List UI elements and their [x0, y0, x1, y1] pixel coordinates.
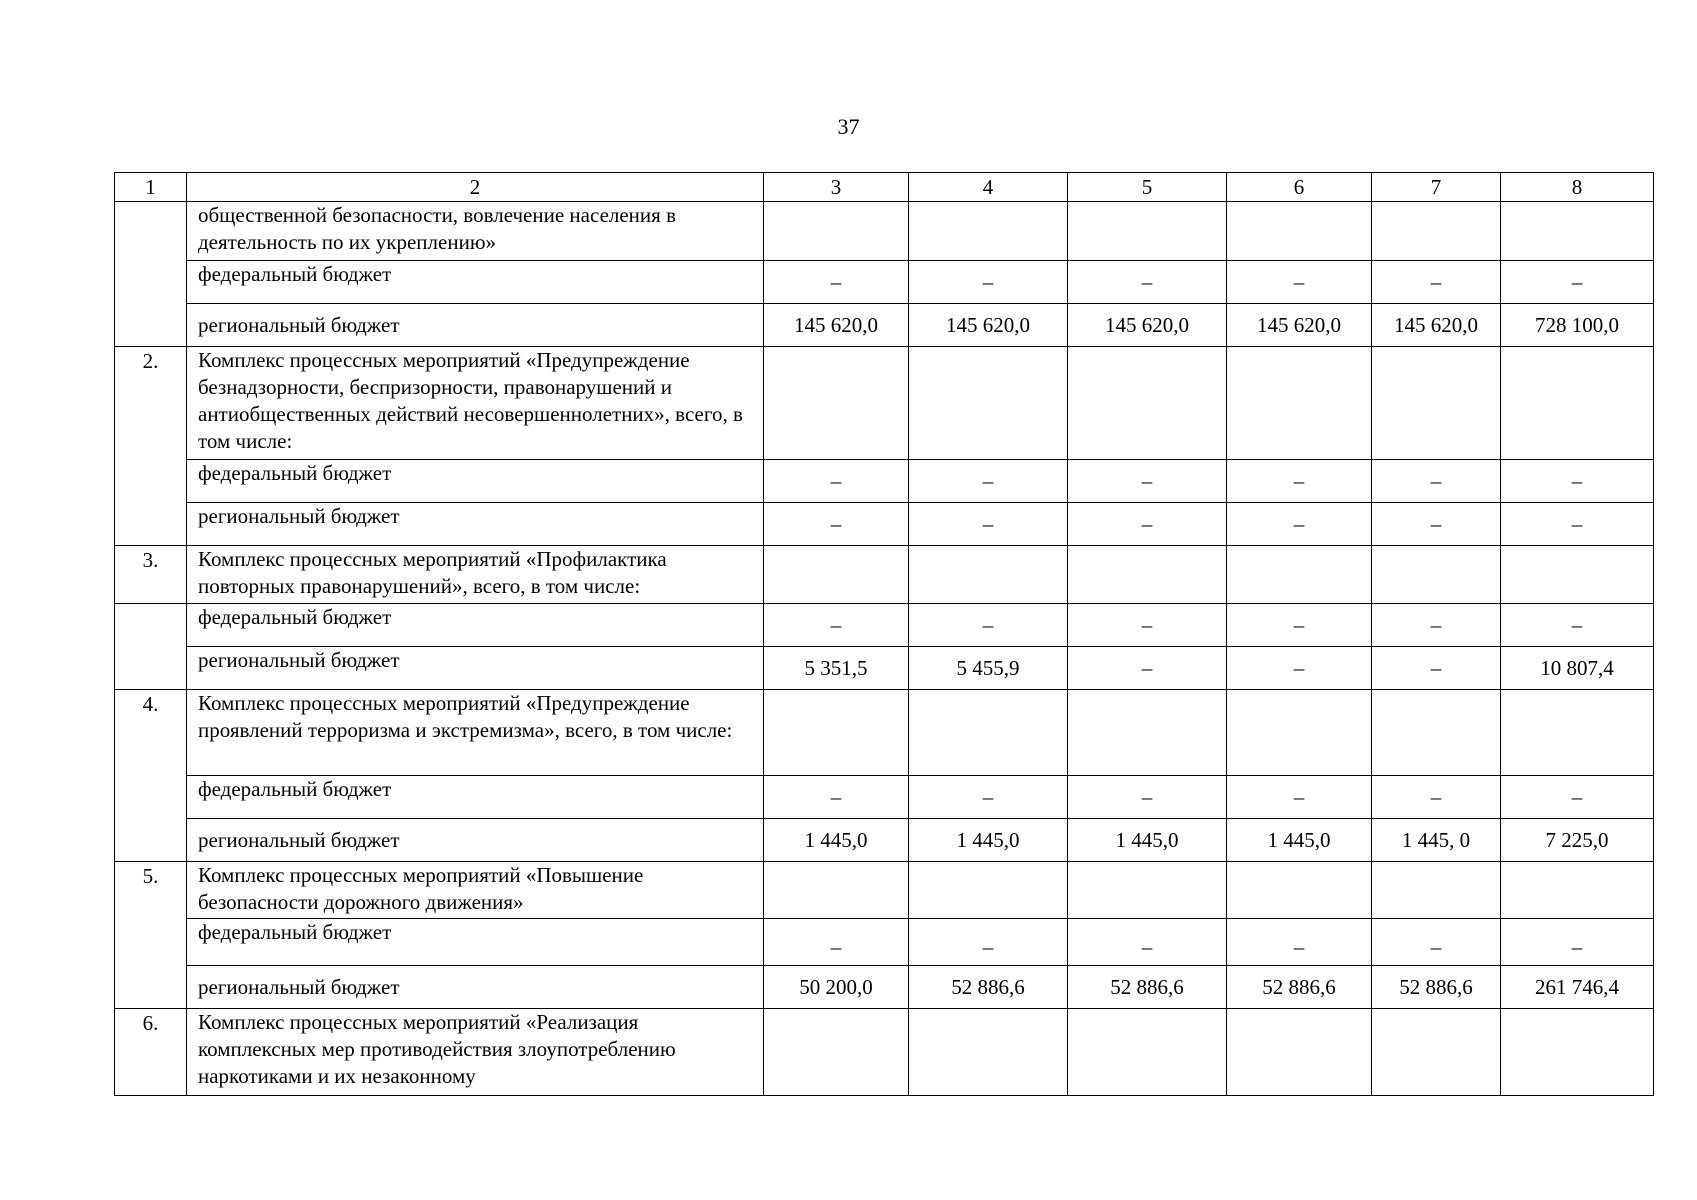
header-cell: 2	[187, 173, 764, 202]
budget-source-label: региональный бюджет	[187, 503, 764, 546]
value-cell: 52 886,6	[909, 966, 1068, 1009]
empty-cell	[764, 347, 909, 460]
value-cell: –	[1068, 261, 1227, 304]
value-cell: –	[1068, 503, 1227, 546]
value-cell: 1 445,0	[764, 819, 909, 862]
empty-cell	[764, 862, 909, 919]
empty-cell	[1372, 690, 1501, 776]
value-cell: 145 620,0	[909, 304, 1068, 347]
value-cell: –	[1372, 647, 1501, 690]
empty-cell	[1068, 1009, 1227, 1096]
value-cell: –	[909, 460, 1068, 503]
section-title: Комплекс процессных мероприятий «Профилактика повторных правонарушений», всего, в том числе:	[187, 546, 764, 604]
empty-cell	[1227, 690, 1372, 776]
value-cell: –	[764, 604, 909, 647]
value-cell: 145 620,0	[1372, 304, 1501, 347]
empty-cell	[1372, 202, 1501, 261]
empty-cell	[764, 546, 909, 604]
empty-cell	[1227, 862, 1372, 919]
budget-table	[114, 172, 1654, 1096]
section-title: Комплекс процессных мероприятий «Реализация комплексных мер противодействия злоупотреблению наркотиками и их незаконному	[187, 1009, 764, 1096]
section-number	[115, 202, 187, 347]
section-number: 6.	[115, 1009, 187, 1096]
empty-cell	[1372, 1009, 1501, 1096]
empty-cell	[1227, 546, 1372, 604]
empty-cell	[1372, 546, 1501, 604]
value-cell: –	[1372, 919, 1501, 966]
value-cell: –	[1227, 604, 1372, 647]
page-number: 37	[837, 114, 860, 139]
section-title-row	[115, 862, 1654, 919]
empty-cell	[1372, 862, 1501, 919]
value-cell: 728 100,0	[1501, 304, 1654, 347]
value-cell: 5 351,5	[764, 647, 909, 690]
budget-row	[115, 604, 1654, 647]
empty-cell	[909, 347, 1068, 460]
empty-cell	[1068, 202, 1227, 261]
value-cell: –	[1501, 503, 1654, 546]
value-cell: –	[909, 919, 1068, 966]
budget-source-label: федеральный бюджет	[187, 919, 764, 966]
value-cell: –	[1227, 261, 1372, 304]
empty-cell	[909, 202, 1068, 261]
value-cell: 5 455,9	[909, 647, 1068, 690]
empty-cell	[909, 1009, 1068, 1096]
value-cell: –	[1501, 604, 1654, 647]
value-cell: –	[1227, 503, 1372, 546]
empty-cell	[1501, 1009, 1654, 1096]
value-cell: 10 807,4	[1501, 647, 1654, 690]
section-title-row	[115, 347, 1654, 460]
value-cell: –	[764, 776, 909, 819]
budget-row	[115, 647, 1654, 690]
empty-cell	[115, 604, 187, 690]
header-cell: 3	[764, 173, 909, 202]
header-cell: 7	[1372, 173, 1501, 202]
value-cell: –	[1068, 919, 1227, 966]
value-cell: 1 445,0	[1068, 819, 1227, 862]
budget-source-label: региональный бюджет	[187, 304, 764, 347]
value-cell: 52 886,6	[1372, 966, 1501, 1009]
section-title-row	[115, 546, 1654, 604]
value-cell: 52 886,6	[1068, 966, 1227, 1009]
value-cell: –	[1068, 460, 1227, 503]
budget-row	[115, 460, 1654, 503]
empty-cell	[764, 690, 909, 776]
empty-cell	[1501, 690, 1654, 776]
empty-cell	[1068, 862, 1227, 919]
value-cell: –	[1227, 919, 1372, 966]
section-title-row	[115, 202, 1654, 261]
budget-row	[115, 261, 1654, 304]
value-cell: –	[1068, 647, 1227, 690]
empty-cell	[1501, 546, 1654, 604]
budget-row	[115, 819, 1654, 862]
value-cell: –	[1372, 776, 1501, 819]
value-cell: 52 886,6	[1227, 966, 1372, 1009]
empty-cell	[1501, 202, 1654, 261]
empty-cell	[1227, 202, 1372, 261]
value-cell: 7 225,0	[1501, 819, 1654, 862]
header-cell: 4	[909, 173, 1068, 202]
empty-cell	[1068, 690, 1227, 776]
value-cell: –	[1501, 460, 1654, 503]
budget-row	[115, 503, 1654, 546]
header-cell: 5	[1068, 173, 1227, 202]
value-cell: –	[764, 503, 909, 546]
value-cell: –	[1501, 919, 1654, 966]
budget-source-label: федеральный бюджет	[187, 776, 764, 819]
section-title: Комплекс процессных мероприятий «Предупреждение безнадзорности, беспризорности, правонарушений и антиобщественных действий несовершеннолетних», всего, в том числе:	[187, 347, 764, 460]
value-cell: 50 200,0	[764, 966, 909, 1009]
value-cell: –	[1227, 776, 1372, 819]
value-cell: –	[1068, 604, 1227, 647]
value-cell: 261 746,4	[1501, 966, 1654, 1009]
value-cell: –	[1227, 460, 1372, 503]
section-title-row	[115, 690, 1654, 776]
budget-row	[115, 776, 1654, 819]
value-cell: –	[1372, 604, 1501, 647]
header-row	[115, 173, 1654, 202]
value-cell: –	[1372, 261, 1501, 304]
empty-cell	[1068, 347, 1227, 460]
header-cell: 6	[1227, 173, 1372, 202]
section-title: Комплекс процессных мероприятий «Повышение безопасности дорожного движения»	[187, 862, 764, 919]
empty-cell	[1501, 347, 1654, 460]
empty-cell	[1227, 347, 1372, 460]
empty-cell	[1068, 546, 1227, 604]
value-cell: –	[909, 261, 1068, 304]
value-cell: –	[1068, 776, 1227, 819]
value-cell: 145 620,0	[764, 304, 909, 347]
section-title: общественной безопасности, вовлечение населения в деятельность по их укреплению»	[187, 202, 764, 261]
value-cell: –	[1372, 460, 1501, 503]
empty-cell	[1501, 862, 1654, 919]
empty-cell	[764, 202, 909, 261]
value-cell: –	[909, 776, 1068, 819]
value-cell: 145 620,0	[1068, 304, 1227, 347]
value-cell: –	[1372, 503, 1501, 546]
empty-cell	[1372, 347, 1501, 460]
budget-source-label: региональный бюджет	[187, 966, 764, 1009]
budget-source-label: федеральный бюджет	[187, 460, 764, 503]
empty-cell	[764, 1009, 909, 1096]
value-cell: 145 620,0	[1227, 304, 1372, 347]
budget-source-label: региональный бюджет	[187, 647, 764, 690]
section-number: 2.	[115, 347, 187, 546]
value-cell: –	[764, 261, 909, 304]
empty-cell	[909, 546, 1068, 604]
value-cell: –	[764, 919, 909, 966]
value-cell: –	[909, 604, 1068, 647]
budget-row	[115, 919, 1654, 966]
empty-cell	[909, 690, 1068, 776]
section-title-row	[115, 1009, 1654, 1096]
section-number: 4.	[115, 690, 187, 862]
value-cell: –	[1501, 261, 1654, 304]
header-cell: 8	[1501, 173, 1654, 202]
value-cell: 1 445,0	[1227, 819, 1372, 862]
budget-source-label: федеральный бюджет	[187, 604, 764, 647]
section-number: 5.	[115, 862, 187, 1009]
budget-row	[115, 304, 1654, 347]
value-cell: 1 445,0	[909, 819, 1068, 862]
empty-cell	[909, 862, 1068, 919]
value-cell: 1 445, 0	[1372, 819, 1501, 862]
value-cell: –	[1501, 776, 1654, 819]
value-cell: –	[909, 503, 1068, 546]
budget-row	[115, 966, 1654, 1009]
section-title: Комплекс процессных мероприятий «Предупреждение проявлений терроризма и экстремизма», всего, в том числе:	[187, 690, 764, 776]
empty-cell	[1227, 1009, 1372, 1096]
value-cell: –	[1227, 647, 1372, 690]
value-cell: –	[764, 460, 909, 503]
budget-source-label: региональный бюджет	[187, 819, 764, 862]
budget-source-label: федеральный бюджет	[187, 261, 764, 304]
section-number: 3.	[115, 546, 187, 604]
header-cell: 1	[115, 173, 187, 202]
